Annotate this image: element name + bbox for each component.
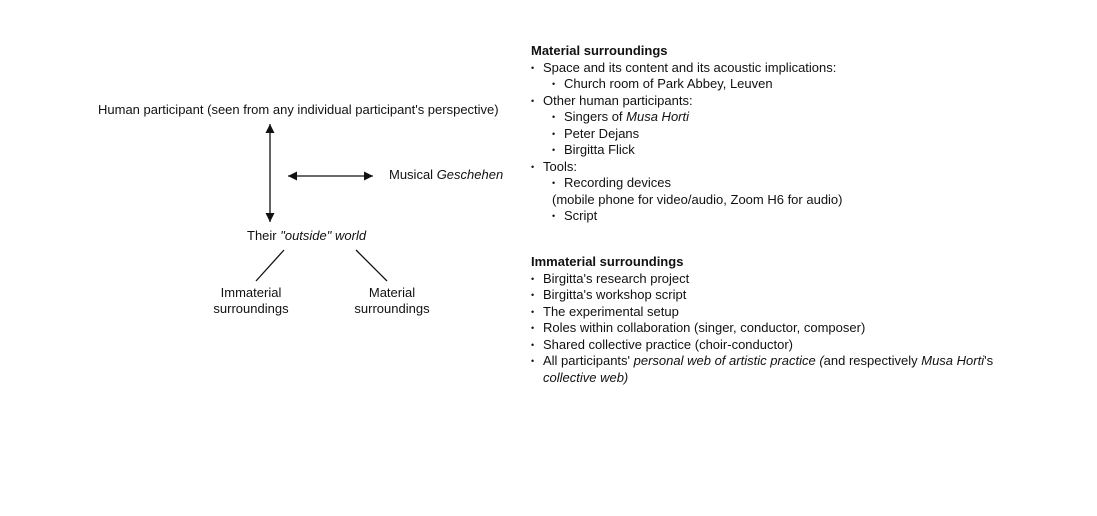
bullet-item: [552, 208, 1081, 225]
text-run: All participants': [543, 353, 634, 368]
bullet-item-text: [552, 192, 1081, 209]
text-run: and respectively: [823, 353, 922, 368]
text-run: The experimental setup: [543, 303, 679, 319]
text-run: surroundings: [354, 301, 430, 316]
immaterial-surroundings-label: [186, 285, 316, 317]
bullet-item-text: [564, 76, 1081, 93]
bullet-item: [531, 337, 1081, 354]
bullet-item-text: [564, 208, 1081, 225]
bullet-icon: •: [552, 145, 556, 155]
text-run: Immaterial: [220, 285, 282, 300]
italic-text-run: "outside" world: [280, 228, 367, 243]
text-run: Church room of Park Abbey, Leuven: [564, 76, 773, 91]
immaterial-section-title: Immaterial surroundings: [531, 254, 684, 269]
bullet-item-text: [543, 337, 1081, 354]
text-run: Recording devices: [564, 175, 671, 190]
bullet-item-text: [543, 320, 1081, 337]
immaterial-section: [531, 254, 1081, 386]
bullet-item: [531, 159, 1081, 176]
text-run: Singers of: [564, 109, 627, 124]
bullet-icon: •: [552, 79, 556, 89]
bullet-item-text: [564, 126, 1081, 143]
bullet-item: [552, 76, 1081, 93]
text-run: Birgitta's workshop script: [543, 287, 687, 302]
bullet-item: [531, 271, 1081, 288]
bullet-item-text: [564, 109, 1081, 126]
material-surroundings-label: [327, 285, 457, 317]
left-connector-line: [256, 250, 284, 281]
italic-text-run: Geschehen: [436, 167, 504, 182]
text-run: Shared collective practice (choir-conductor): [543, 336, 793, 352]
material-list: [531, 60, 1081, 225]
bullet-icon: •: [552, 112, 556, 122]
text-run: Peter Dejans: [564, 125, 640, 141]
bullet-item-text: [543, 353, 1081, 386]
bullet-item-text: [564, 175, 1081, 192]
text-run: surroundings: [213, 301, 289, 316]
bullet-icon: •: [552, 211, 556, 221]
outside-world-label: [247, 228, 366, 244]
bullet-icon: •: [531, 95, 535, 106]
bullet-item-text: [543, 60, 1081, 77]
bullet-icon: •: [552, 178, 556, 188]
text-run: Other human participants:: [543, 92, 693, 108]
bullet-item: [531, 287, 1081, 304]
italic-text-run: personal web of artistic practice (: [633, 353, 824, 368]
text-run: Roles within collaboration (singer, conductor, composer): [543, 320, 866, 335]
bullet-icon: •: [531, 323, 535, 333]
bullet-item: [552, 142, 1081, 159]
human-participant-label: Human participant (seen from any individual participant's perspective): [98, 102, 499, 117]
text-run: 's: [984, 353, 994, 368]
text-run: Tools:: [543, 158, 577, 174]
bullet-item: [531, 320, 1081, 337]
bullet-item-text: [543, 159, 1081, 176]
bullet-item: [531, 60, 1081, 77]
bullet-item-text: [543, 287, 1081, 304]
bullet-icon: •: [531, 306, 535, 317]
bullet-item: [552, 109, 1081, 126]
text-run: Their: [247, 228, 281, 243]
bullet-item-text: [543, 93, 1081, 110]
text-run: Birgitta Flick: [564, 142, 635, 157]
bullet-item: [552, 126, 1081, 143]
text-run: Space and its content and its acoustic implications:: [543, 59, 837, 75]
musical-geschehen-label: [389, 167, 503, 183]
bullet-icon: •: [531, 290, 535, 300]
text-run: Material: [368, 285, 416, 300]
bullet-item-text: [564, 142, 1081, 159]
italic-text-run: Musa Horti: [921, 353, 985, 368]
right-connector-line: [356, 250, 387, 281]
bullet-item: [531, 93, 1081, 110]
bullet-icon: •: [552, 128, 556, 139]
material-section-title: Material surroundings: [531, 43, 668, 58]
bullet-icon: •: [531, 62, 535, 73]
text-run: Birgitta's research project: [543, 270, 690, 286]
bullet-item: [531, 353, 1081, 386]
italic-text-run: Musa Horti: [626, 109, 690, 124]
bullet-icon: •: [531, 273, 535, 284]
bullet-item-text: [543, 271, 1081, 288]
text-run: Script: [564, 208, 598, 223]
material-section: [531, 43, 1081, 225]
bullet-item-text: [543, 304, 1081, 321]
bullet-item: [531, 304, 1081, 321]
bullet-icon: •: [531, 356, 535, 366]
text-run: Musical: [389, 167, 437, 182]
bullet-item: [552, 175, 1081, 192]
italic-text-run: collective web): [543, 369, 629, 385]
immaterial-list: [531, 271, 1081, 387]
bullet-icon: •: [531, 161, 535, 172]
bullet-item: [552, 192, 1081, 209]
text-run: (mobile phone for video/audio, Zoom H6 for audio): [552, 191, 843, 207]
bullet-icon: •: [531, 339, 535, 350]
